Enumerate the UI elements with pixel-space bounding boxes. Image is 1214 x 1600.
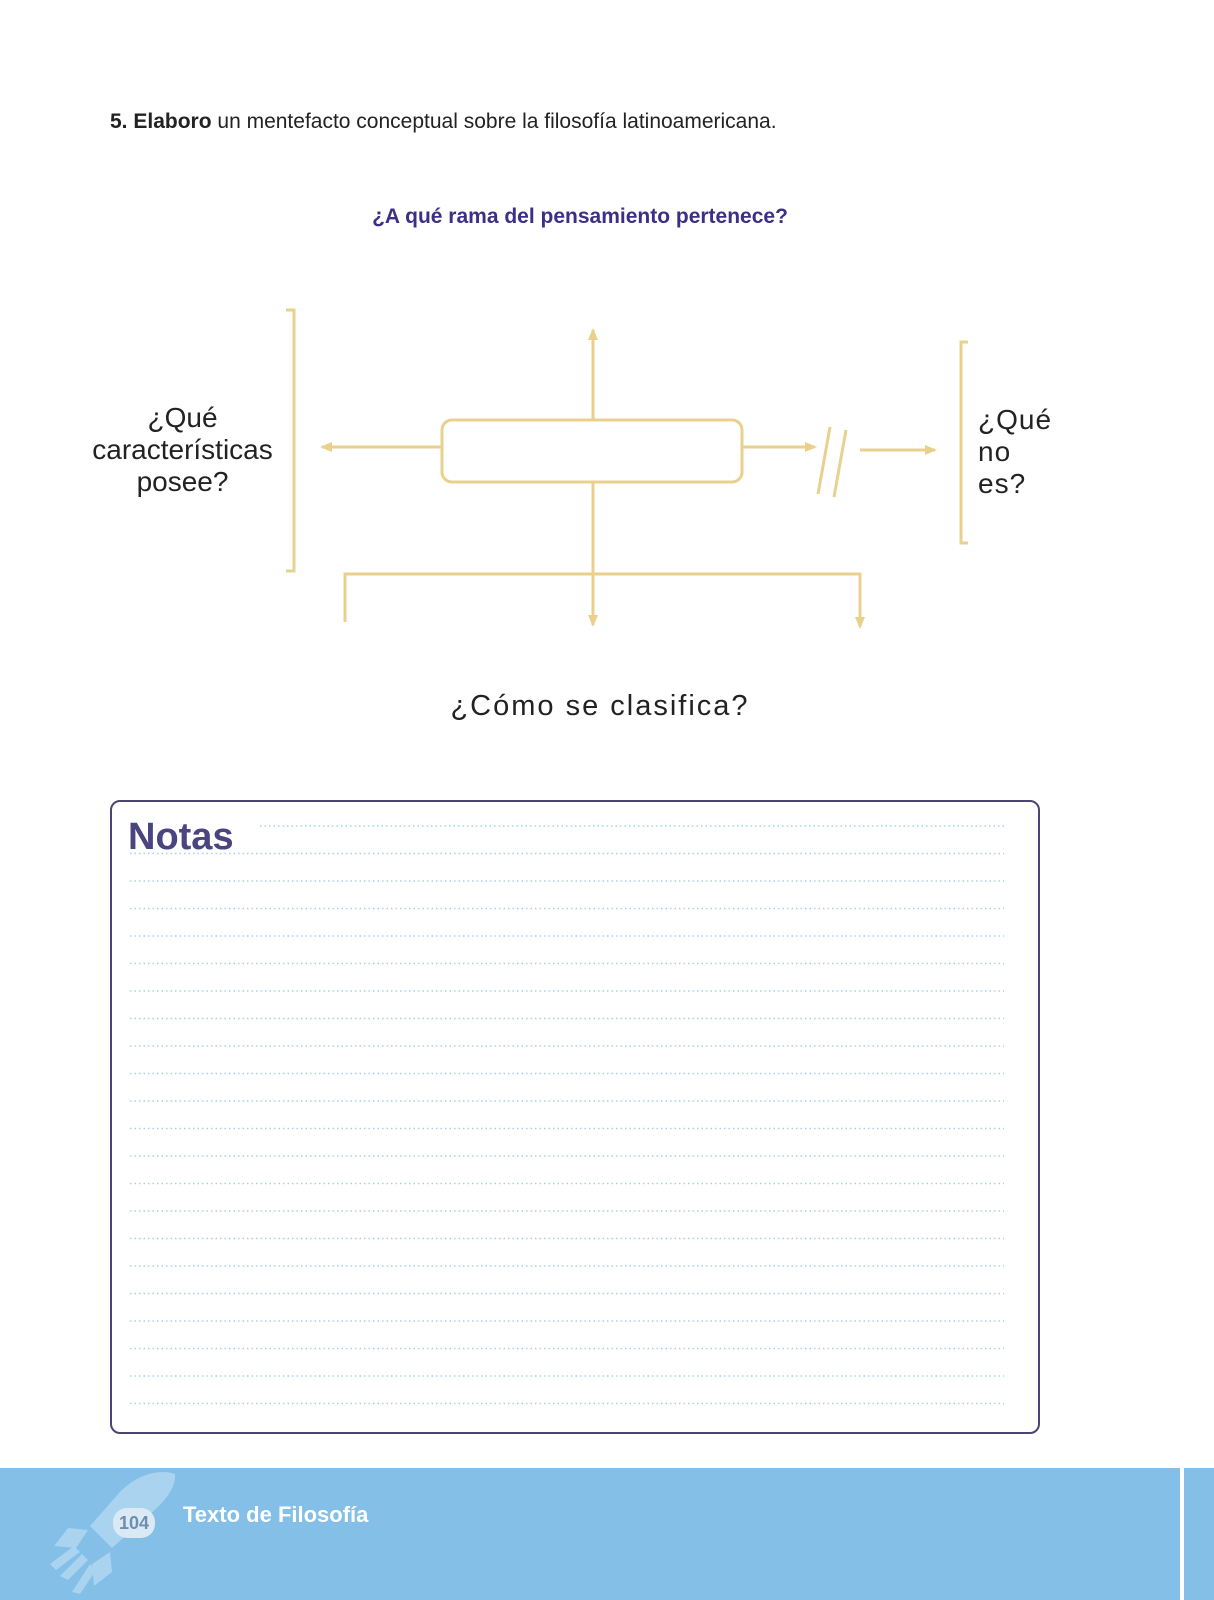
notes-title: Notas [128,816,234,858]
page-number: 104 [113,1508,155,1538]
question-exclusion-line-1: ¿Qué [978,404,1053,435]
exclusion-slash-2 [834,430,846,497]
rocket-icon [40,1468,190,1600]
bracket-left [286,310,294,571]
question-isoordinate-line-2: características [92,434,273,465]
activity-verb: Elaboro [133,110,212,133]
bracket-right [961,342,968,543]
question-supraordinate: ¿A qué rama del pensamiento pertenece? [372,205,788,228]
question-exclusion-line-2: no [978,436,1012,467]
notes-box [110,800,1040,1434]
question-exclusion-line-3: es? [978,468,1027,499]
book-title: Texto de Filosofía [183,1502,369,1527]
footer-tab [1188,1468,1214,1600]
notes-lines [112,802,1038,1432]
question-isoordinate-line-3: posee? [136,466,229,497]
mentefacto-diagram [0,0,1214,760]
central-concept-box[interactable] [442,420,742,482]
page-footer [0,1468,1214,1600]
activity-text: un mentefacto conceptual sobre la filosofía latinoamericana. [217,110,777,133]
exclusion-slash-1 [818,427,830,494]
question-isoordinate-line-1: ¿Qué [147,402,218,433]
footer-divider [1180,1468,1184,1600]
question-infraordinate: ¿Cómo se clasifica? [450,690,750,722]
activity-number: 5. [110,110,128,133]
classification-branch [345,574,860,627]
